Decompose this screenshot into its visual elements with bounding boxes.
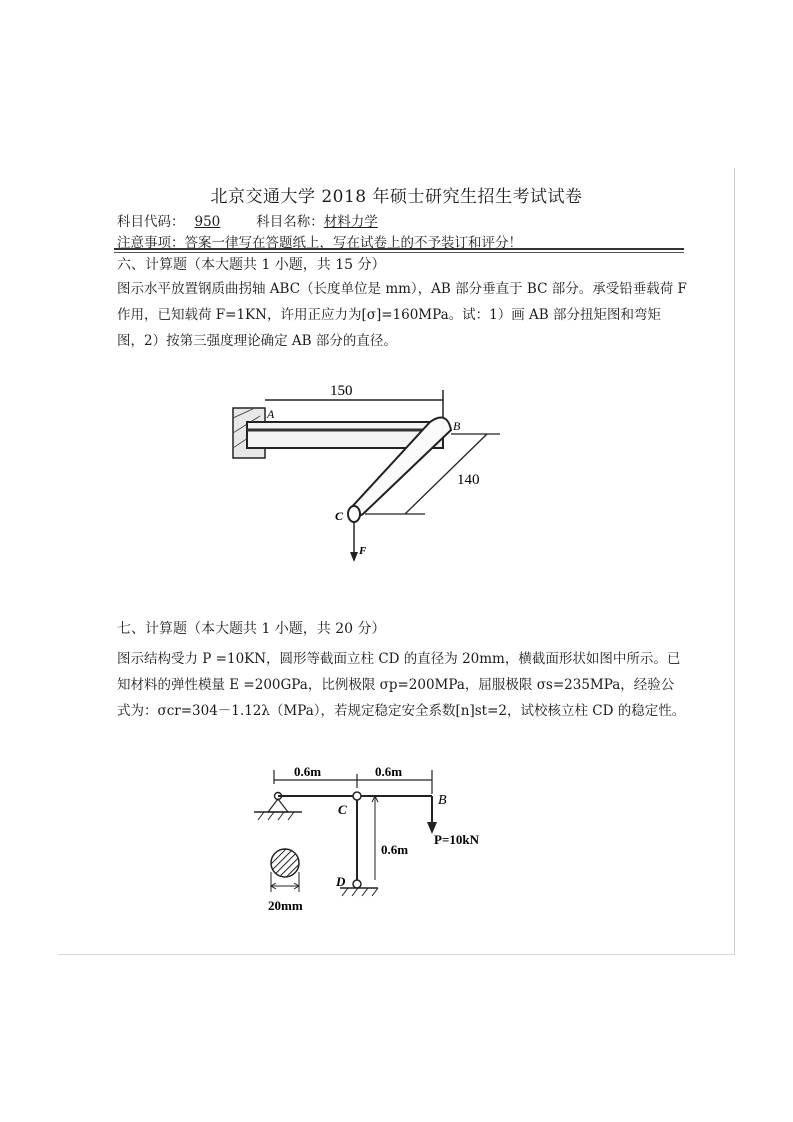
- hinge-c: [353, 792, 361, 800]
- dim-label-right: 0.6m: [375, 764, 403, 779]
- q6-text: 图示水平放置钢质曲拐轴 ABC（长度单位是 mm），AB 部分垂直于 BC 部分。承受铅垂载荷 F 作用，已知载荷 F=1KN，许用正应力为[σ]=160MPa。试：1）画 AB 部分扭矩图和弯矩图，2）按第三强度理论确定 AB 部分的直径。: [117, 281, 687, 349]
- column-structure-figure: [240, 760, 500, 920]
- dim-label-150: 150: [330, 383, 353, 399]
- header-rule-thin: [114, 252, 684, 253]
- exam-title: 北京交通大学 2018 年硕士研究生招生考试试卷: [210, 187, 583, 207]
- label-c: C: [338, 802, 347, 817]
- hinge-d: [353, 880, 361, 888]
- dim-label-140: 140: [457, 472, 480, 488]
- notice-label: 注意事项：: [117, 235, 185, 251]
- q7-heading: 七、计算题（本大题共 1 小题，共 20 分）: [117, 621, 386, 637]
- subject-code-label: 科目代码：: [117, 214, 185, 230]
- label-f: F: [359, 545, 367, 557]
- subject-info-line: [117, 210, 378, 230]
- label-b: B: [438, 793, 447, 808]
- load-label: P=10kN: [434, 832, 479, 847]
- subject-code-value: 950: [194, 214, 221, 230]
- ground-left-hatch: [258, 812, 294, 820]
- label-d: D: [336, 874, 346, 889]
- q7-text: 图示结构受力 P =10KN，圆形等截面立柱 CD 的直径为 20mm，横截面形状如图中所示。已知材料的弹性模量 E =200GPa，比例极限 σp=200MPa，屈服极限 σs=235MPa，经验公式为：σcr=304－1.12λ（MPa），若规定稳定安全系数[n]st=2，试校核立柱 CD 的稳定性。: [117, 651, 686, 719]
- hinge-left-triangle: [268, 799, 288, 812]
- q6-heading: 六、计算题（本大题共 1 小题，共 15 分）: [117, 257, 386, 273]
- force-f-arrow: [350, 552, 358, 562]
- label-b: B: [453, 419, 461, 433]
- label-c: C: [335, 509, 344, 523]
- crankshaft-figure: [225, 378, 525, 578]
- section-diameter-label: 20mm: [268, 898, 303, 913]
- pin-c: [348, 506, 360, 522]
- header-rule: [114, 248, 684, 250]
- notice-text: 答案一律写在答题纸上，写在试卷上的不予装订和评分！: [184, 235, 522, 251]
- dim-label-left: 0.6m: [294, 764, 322, 779]
- ground-d-hatch: [342, 888, 378, 896]
- cross-section: [271, 849, 299, 877]
- label-a: A: [267, 407, 275, 421]
- dim-label-height: 0.6m: [381, 842, 409, 857]
- subject-name-label: 科目名称：: [256, 214, 324, 230]
- subject-name-value: 材料力学: [323, 214, 378, 230]
